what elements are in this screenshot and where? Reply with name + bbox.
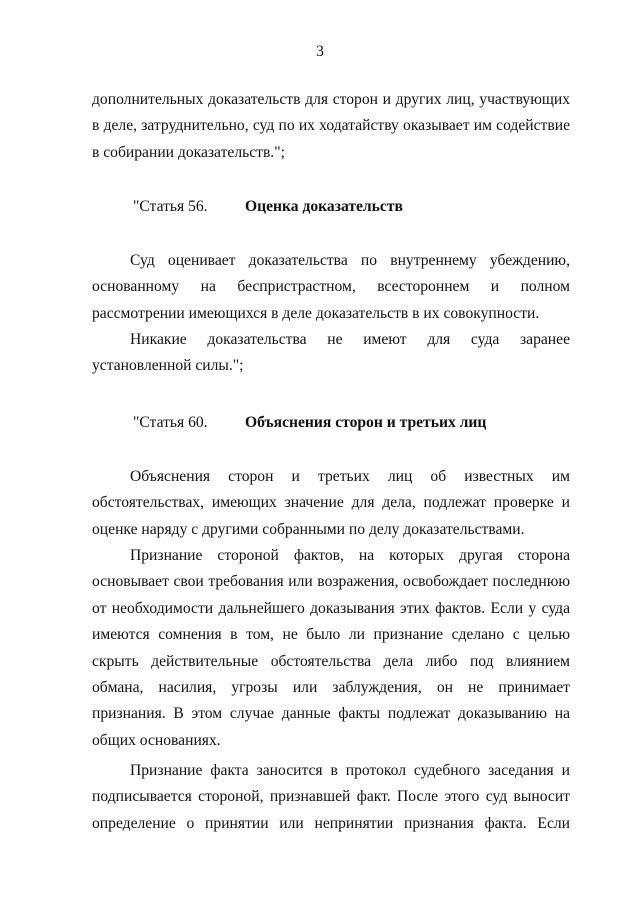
article-title: Объяснения сторон и третьих лиц bbox=[245, 414, 487, 431]
text-line: Суд оценивает доказательства по внутреннему убеждению, bbox=[130, 252, 570, 269]
article-56-heading bbox=[0, 194, 640, 220]
article-56-paragraph-1 bbox=[92, 248, 570, 327]
text-line: Никакие доказательства не имеют для суда заранее bbox=[130, 331, 570, 348]
article-60-heading bbox=[0, 410, 640, 436]
article-title: Оценка доказательств bbox=[245, 198, 403, 215]
text-line: скрыть действительные обстоятельства дела либо под влиянием bbox=[92, 652, 570, 670]
text-line: в деле, затруднительно, суд по их ходатайству оказывает им содействие bbox=[92, 117, 570, 135]
text-line: общих основаниях. bbox=[92, 731, 221, 749]
text-line: оценке наряду с другими собранными по делу доказательствами. bbox=[92, 520, 525, 538]
text-line: установленной силы."; bbox=[92, 357, 244, 375]
article-number: "Статья 60. bbox=[133, 414, 208, 431]
text-line: дополнительных доказательств для сторон и других лиц, участвующих bbox=[92, 91, 570, 108]
page-number: 3 bbox=[316, 43, 324, 60]
article-60-paragraph-2 bbox=[92, 543, 570, 754]
text-line: от необходимости дальнейшего доказывания этих фактов. Если у суда bbox=[92, 599, 570, 617]
text-line: Объяснения сторон и третьих лиц об известных им bbox=[130, 468, 570, 485]
text-line: в собирании доказательств."; bbox=[92, 143, 285, 161]
text-line: обстоятельствах, имеющих значение для дела, подлежат проверке и bbox=[92, 494, 570, 512]
text-line: Признание факта заносится в протокол судебного заседания и bbox=[130, 762, 570, 779]
text-line: Признание стороной фактов, на которых другая сторона bbox=[130, 547, 570, 564]
text-line: рассмотрении имеющихся в деле доказательств в их совокупности. bbox=[92, 304, 540, 322]
article-60-paragraph-1 bbox=[92, 464, 570, 543]
article-60-paragraph-3 bbox=[92, 758, 570, 837]
text-line: определение о принятии или непринятии признания факта. Если bbox=[92, 814, 570, 832]
text-line: имеются сомнения в том, не было ли признание сделано с целью bbox=[92, 626, 570, 644]
text-line: обмана, насилия, угрозы или заблуждения, он не принимает bbox=[92, 678, 570, 696]
intro-paragraph bbox=[92, 87, 570, 166]
text-line: основывает свои требования или возражения, освобождает последнюю bbox=[92, 573, 570, 591]
text-line: основанному на беспристрастном, всестороннем и полном bbox=[92, 278, 570, 296]
text-line: подписывается стороной, признавшей факт. После этого суд выносит bbox=[92, 788, 570, 806]
article-number: "Статья 56. bbox=[133, 198, 208, 215]
text-line: признания. В этом случае данные факты подлежат доказыванию на bbox=[92, 705, 570, 723]
article-56-paragraph-2 bbox=[92, 327, 570, 380]
